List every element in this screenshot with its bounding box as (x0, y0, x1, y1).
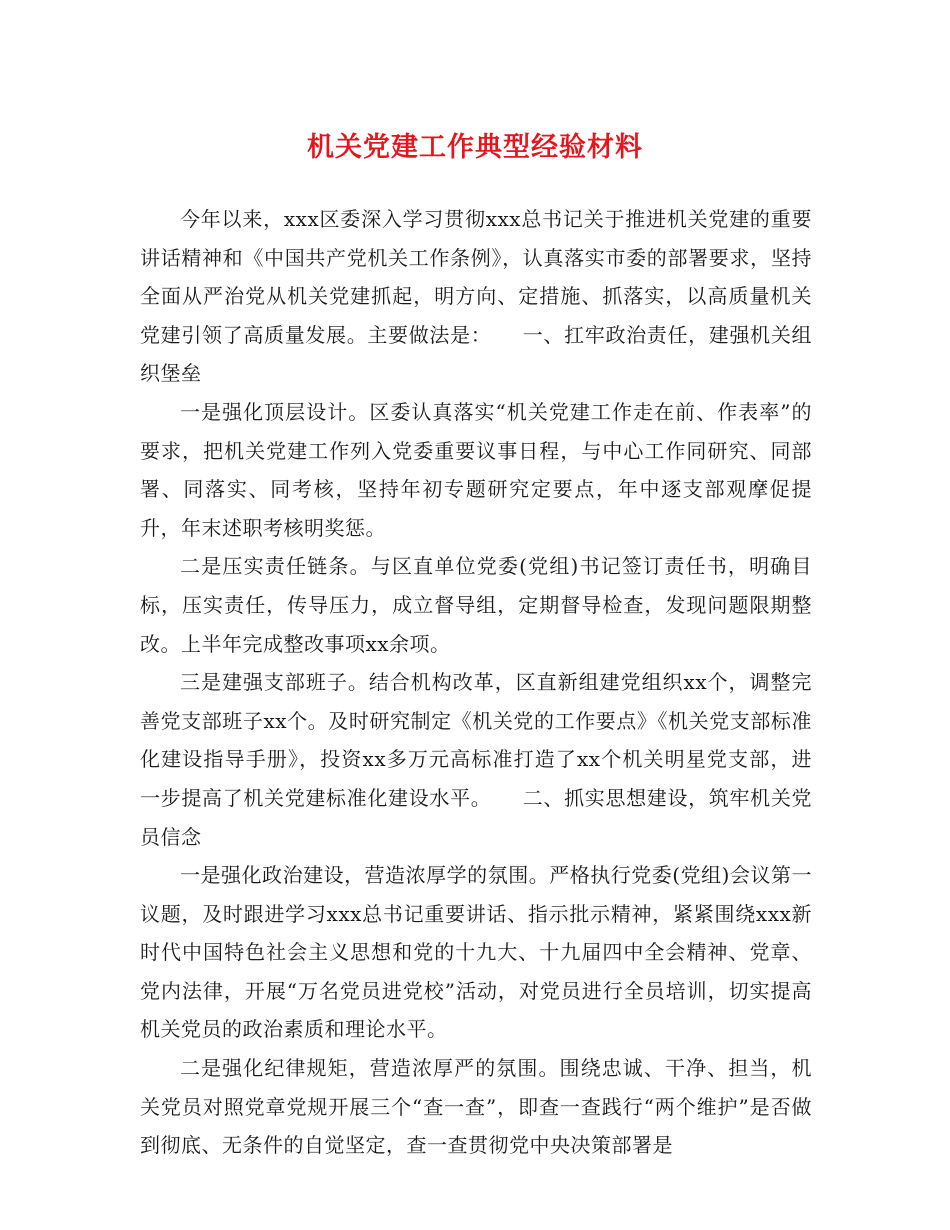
paragraph-3: 二是压实责任链条。与区直单位党委(党组)书记签订责任书，明确目标，压实责任，传导压力，成立督导组，定期督导检查，发现问题限期整改。上半年完成整改事项xx余项。 (140, 554, 812, 656)
paragraph-6: 二是强化纪律规矩，营造浓厚严的氛围。围绕忠诚、干净、担当，机关党员对照党章党规开展三个“查一查”，即查一查践行“两个维护”是否做到彻底、无条件的自觉坚定，查一查贯彻党中央决策部署是 (140, 1056, 812, 1158)
paragraph-5: 一是强化政治建设，营造浓厚学的氛围。严格执行党委(党组)会议第一议题，及时跟进学习xxx总书记重要讲话、指示批示精神，紧紧围绕xxx新时代中国特色社会主义思想和党的十九大、十九届四中全会精神、党章、党内法律，开展“万名党员进党校”活动，对党员进行全员培训，切实提高机关党员的政治素质和理论水平。 (140, 863, 812, 1042)
paragraph-2: 一是强化顶层设计。区委认真落实“机关党建工作走在前、作表率”的要求，把机关党建工作列入党委重要议事日程，与中心工作同研究、同部署、同落实、同考核，坚持年初专题研究定要点，年中逐支部观摩促提升，年末述职考核明奖惩。 (140, 399, 812, 540)
paragraph-1: 今年以来，xxx区委深入学习贯彻xxx总书记关于推进机关党建的重要讲话精神和《中国共产党机关工作条例》，认真落实市委的部署要求，坚持全面从严治党从机关党建抓起，明方向、定措施、抓落实，以高质量机关党建引领了高质量发展。主要做法是： 一、扛牢政治责任，建强机关组织堡垒 (140, 207, 812, 386)
paragraph-4: 三是建强支部班子。结合机构改革，区直新组建党组织xx个，调整完善党支部班子xx个。及时研究制定《机关党的工作要点》《机关党支部标准化建设指导手册》，投资xx多万元高标准打造了xx个机关明星党支部，进一步提高了机关党建标准化建设水平。 二、抓实思想建设，筑牢机关党员信念 (140, 670, 812, 849)
document-body (140, 200, 812, 1165)
document-title: 机关党建工作典型经验材料 (307, 132, 643, 163)
